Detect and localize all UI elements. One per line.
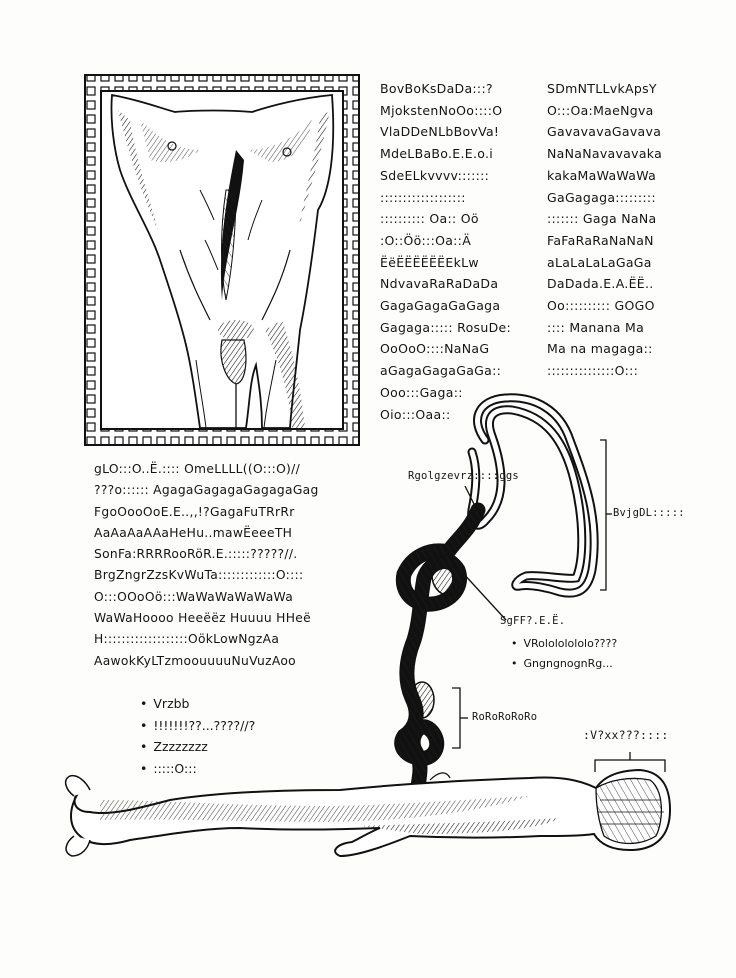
text-line: MjokstenNoOo::::O <box>380 102 503 118</box>
list-item: • GngngnognRg... <box>511 654 617 674</box>
list-item: • Vrzbb <box>140 693 255 715</box>
text-line: H:::::::::::::::::::OökLowNgzAa <box>94 632 280 647</box>
text-block-left <box>94 459 319 672</box>
text-line: Ooo:::Gaga:: <box>380 384 463 400</box>
text-line: DaDada.E.A.ËË.. <box>547 276 654 292</box>
bullet-list-worm <box>511 634 617 674</box>
text-line: AaAaAaAAaHeHu..mawËeeeTH <box>94 525 293 540</box>
text-line: NaNaNavavavaka <box>547 146 663 162</box>
text-line: WaWaHoooo Heeëëz Huuuu HHeë <box>94 611 311 626</box>
text-line: OoOoO::::NaNaG <box>380 341 490 357</box>
text-line: SonFa:RRRRooRöR.E.:::::?????//. <box>94 547 298 562</box>
text-line: ËëËËËËËËEkLw <box>380 254 479 270</box>
text-line: Ma na magaga:: <box>547 341 653 357</box>
label-bracket-small: RoRoRoRoRo <box>472 711 538 723</box>
text-line: FaFaRaRaNaNaN <box>547 232 654 248</box>
lying-body-illustration <box>66 770 670 856</box>
text-line: AawokKyLTzmoouuuuNuVuzAoo <box>94 653 296 668</box>
text-line: O:::Oa:MaeNgva <box>547 102 654 118</box>
text-line: Gagaga::::: RosuDe: <box>380 319 511 335</box>
text-line: aGagaGagaGaGa:: <box>380 363 502 379</box>
text-line: Oio:::Oaa:: <box>380 406 451 422</box>
text-line: gLO:::O..Ë.:::: OmeLLLL((O:::O)// <box>94 462 301 476</box>
text-line: aLaLaLaLaGaGa <box>547 254 652 270</box>
text-block-top-middle <box>380 78 511 425</box>
text-line: ::::::: Gaga NaNa <box>547 211 657 227</box>
text-line: :O::Öö:::Oa::Ä <box>380 232 472 248</box>
list-item: • :::::O::: <box>140 758 255 780</box>
text-line: BovBoKsDaDa:::? <box>380 81 493 96</box>
text-line: SDmNTLLvkApsY <box>547 81 657 96</box>
label-worm-top: Rgolgzevrz::::ggs <box>408 470 519 482</box>
text-line: kakaMaWaWaWa <box>547 167 657 183</box>
text-block-top-right <box>547 78 662 382</box>
text-line: Oo:::::::::: GOGO <box>547 298 655 314</box>
text-line: VlaDDeNLbBovVa! <box>380 124 500 140</box>
label-bracket-right: BvjgDL::::: <box>613 507 685 519</box>
label-worm-middle: SgFF?.E.Ë. <box>500 615 566 627</box>
text-line: ???o:::::: AgagaGagagaGagagaGag <box>94 483 319 498</box>
text-line: SdeELkvvvv::::::: <box>380 167 490 183</box>
text-line: FgoOooOoE.E..,,!?GagaFuTRrRr <box>94 504 295 519</box>
text-line: BrgZngrZzsKvWuTa:::::::::::::O:::: <box>94 568 304 583</box>
text-line: :::: Manana Ma <box>547 319 645 335</box>
text-line: MdeLBaBo.E.E.o.i <box>380 146 494 162</box>
worm-right <box>472 398 595 593</box>
framed-torso-illustration <box>85 75 359 445</box>
text-line: GagaGagaGaGaga <box>380 298 501 314</box>
text-line: ::::::::::::::::::: <box>380 189 466 205</box>
list-item: • VRolololololo???? <box>511 634 617 654</box>
text-line: GavavavaGavava <box>547 124 662 140</box>
bullet-list-left <box>140 693 255 779</box>
list-item: • !!!!!!!??...????//? <box>140 715 255 737</box>
text-line: :::::::::: Oa:: Oö <box>380 211 479 227</box>
text-line: NdvavaRaRaDaDa <box>380 276 499 292</box>
text-line: :::::::::::::::O::: <box>547 363 639 379</box>
worm-coiled <box>402 510 478 786</box>
label-head: :V?xx???:::: <box>583 728 669 742</box>
text-line: O:::OOoOö:::WaWaWaWaWaWa <box>94 589 294 604</box>
list-item: • Zzzzzzzz <box>140 736 255 758</box>
text-line: GaGagaga::::::::: <box>547 189 656 205</box>
